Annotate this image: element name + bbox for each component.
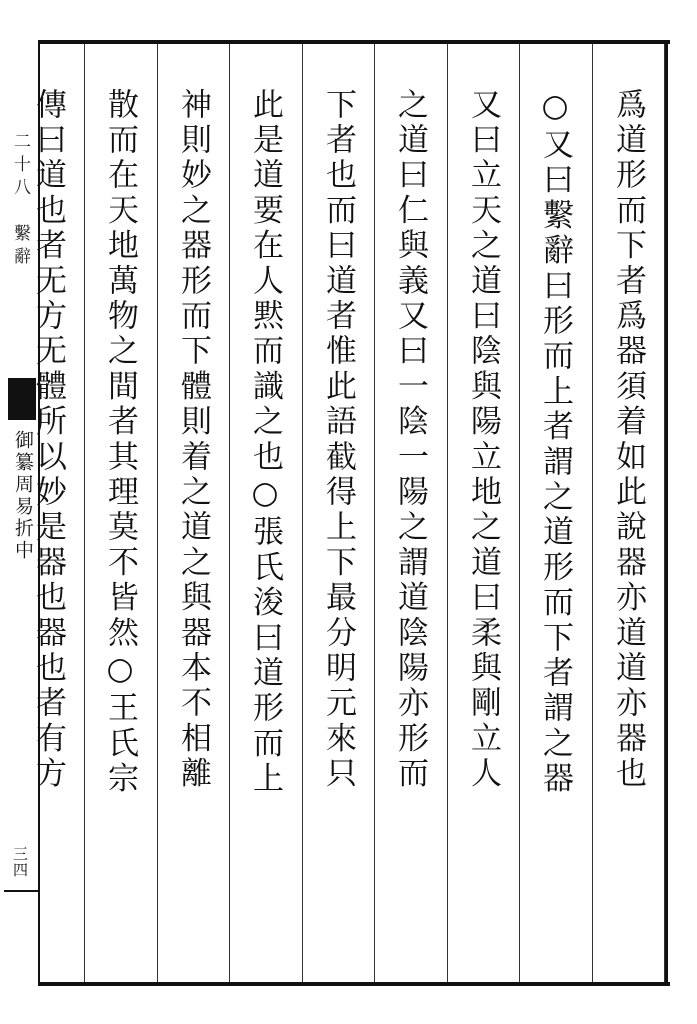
text-column <box>0 88 1 792</box>
text-column: 傳曰道也者无方无體所以妙是器也器也者有方 <box>30 88 66 792</box>
frame-top-border <box>38 40 670 44</box>
text-column: 神則妙之器形而下體則着之道之與器本不相離 <box>175 88 211 792</box>
column-rule <box>302 44 303 982</box>
column-rule <box>157 44 158 982</box>
text-column: 爲道形而下者爲器須着如此說器亦道道亦器也 <box>610 88 646 792</box>
frame-bottom-border <box>38 982 670 986</box>
column-rule <box>592 44 593 982</box>
text-column: 散而在天地萬物之間者其理莫不皆然○王氏宗 <box>102 88 138 797</box>
column-rule <box>84 44 85 982</box>
column-rule <box>519 44 520 982</box>
text-column: 之道曰仁與義又曰一陰一陽之謂道陰陽亦形而 <box>392 88 428 792</box>
column-rule <box>447 44 448 982</box>
page-number-underline <box>4 890 38 892</box>
column-rule <box>664 44 665 982</box>
text-column: 此是道要在人黙而識之也○張氏浚曰道形而上 <box>247 88 283 797</box>
book-title: 御纂周易折中 <box>12 430 34 562</box>
text-column: 又曰立天之道曰陰與陽立地之道曰柔與剛立人 <box>465 88 501 792</box>
page-number: 三四 <box>11 846 29 878</box>
margin-chapter-label: 二十八 繫辭 <box>10 132 30 270</box>
text-column: ○又曰繫辭曰形而上者謂之道形而下者謂之器 <box>537 88 573 797</box>
column-rule <box>229 44 230 982</box>
column-rule <box>374 44 375 982</box>
text-column: 下者也而曰道者惟此語截得上下最分明元來只 <box>320 88 356 792</box>
